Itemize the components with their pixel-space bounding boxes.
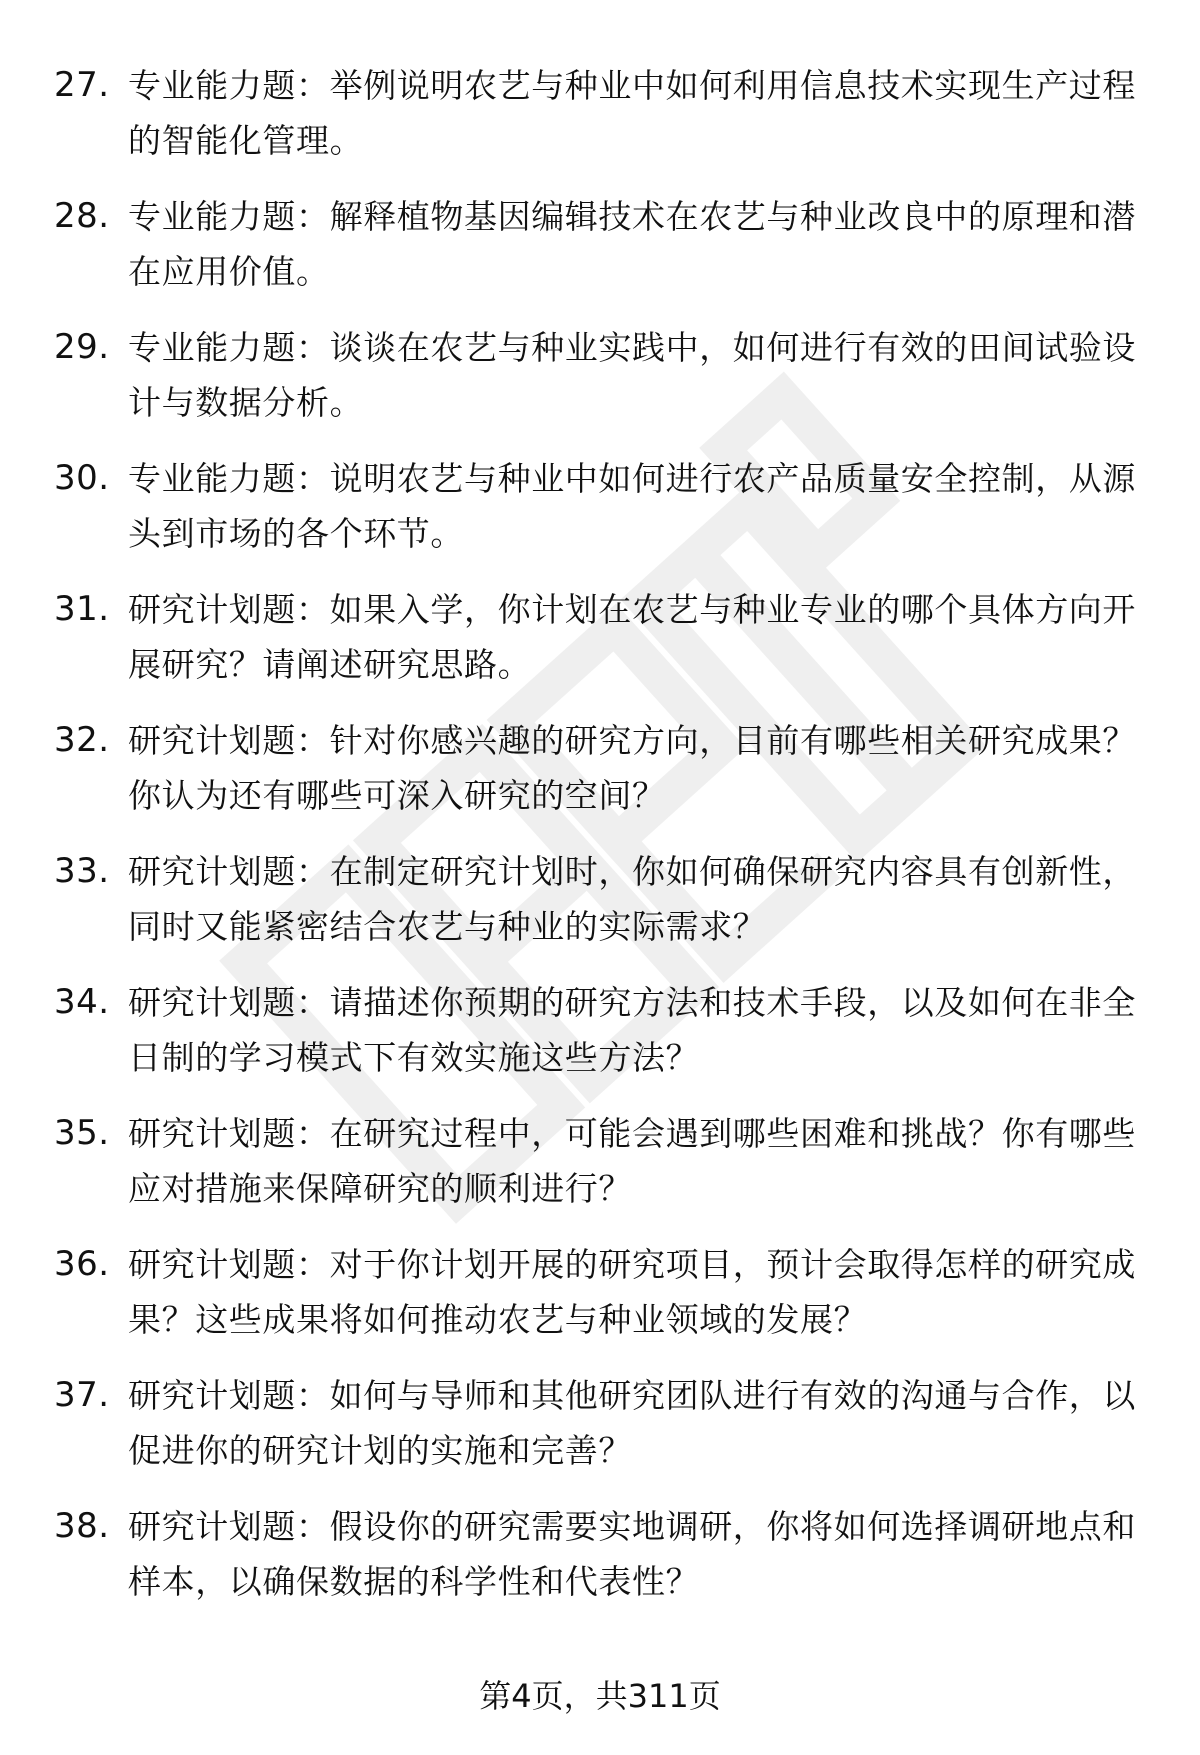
question-text: 研究计划题：针对你感兴趣的研究方向，目前有哪些相关研究成果？你认为还有哪些可深入研究的空间？ (128, 721, 1136, 815)
question-number: 33. (54, 851, 110, 891)
question-number: 27. (54, 65, 110, 105)
question-item (0, 1368, 1200, 1499)
question-text: 专业能力题：谈谈在农艺与种业实践中，如何进行有效的田间试验设计与数据分析。 (128, 328, 1136, 422)
question-text: 研究计划题：对于你计划开展的研究项目，预计会取得怎样的研究成果？这些成果将如何推动农艺与种业领域的发展？ (128, 1245, 1136, 1339)
question-number: 31. (54, 589, 110, 629)
question-number: 34. (54, 982, 110, 1022)
page-number-footer: 第4页，共311页 (479, 1677, 721, 1715)
question-number: 28. (54, 196, 110, 236)
question-item (0, 582, 1200, 713)
question-item (0, 1106, 1200, 1237)
question-text: 专业能力题：说明农艺与种业中如何进行农产品质量安全控制，从源头到市场的各个环节。 (128, 459, 1136, 553)
question-text: 研究计划题：在研究过程中，可能会遇到哪些困难和挑战？你有哪些应对措施来保障研究的顺利进行？ (128, 1114, 1136, 1208)
question-number: 36. (54, 1244, 110, 1284)
question-number: 30. (54, 458, 110, 498)
question-item (0, 975, 1200, 1106)
question-item (0, 58, 1200, 189)
question-text: 研究计划题：如果入学，你计划在农艺与种业专业的哪个具体方向开展研究？请阐述研究思路。 (128, 590, 1136, 684)
question-item (0, 189, 1200, 320)
question-number: 37. (54, 1375, 110, 1415)
question-text: 研究计划题：在制定研究计划时，你如何确保研究内容具有创新性，同时又能紧密结合农艺与种业的实际需求？ (128, 852, 1136, 946)
question-text: 研究计划题：请描述你预期的研究方法和技术手段，以及如何在非全日制的学习模式下有效实施这些方法？ (128, 983, 1136, 1077)
question-item (0, 713, 1200, 844)
question-item (0, 1499, 1200, 1630)
question-text: 专业能力题：解释植物基因编辑技术在农艺与种业改良中的原理和潜在应用价值。 (128, 197, 1136, 291)
question-item (0, 1237, 1200, 1368)
question-number: 38. (54, 1506, 110, 1546)
question-number: 32. (54, 720, 110, 760)
question-text: 研究计划题：如何与导师和其他研究团队进行有效的沟通与合作，以促进你的研究计划的实施和完善？ (128, 1376, 1136, 1470)
question-text: 研究计划题：假设你的研究需要实地调研，你将如何选择调研地点和样本，以确保数据的科学性和代表性？ (128, 1507, 1136, 1601)
question-number: 35. (54, 1113, 110, 1153)
question-number: 29. (54, 327, 110, 367)
question-item (0, 844, 1200, 975)
question-item (0, 451, 1200, 582)
question-list (0, 58, 1200, 1630)
question-item (0, 320, 1200, 451)
question-text: 专业能力题：举例说明农艺与种业中如何利用信息技术实现生产过程的智能化管理。 (128, 66, 1136, 160)
